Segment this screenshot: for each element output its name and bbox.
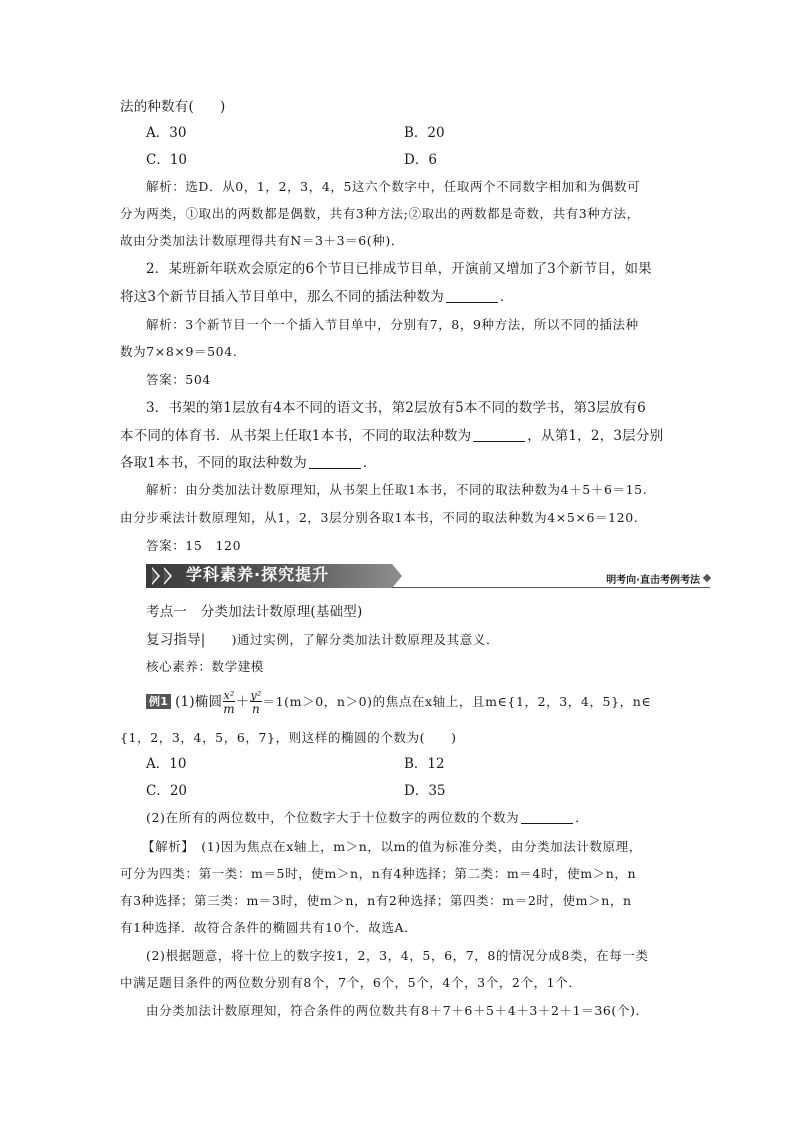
review-guide-text: )通过实例，了解分类加法计数原理及其意义． — [231, 632, 500, 647]
fraction-y2-n — [250, 690, 261, 715]
example-option-d: D．35 — [404, 783, 446, 799]
q2-analysis-line: 解析：3个新节目一个一个插入节目单中，分别有7，8，9种方法，所以不同的插法种 — [146, 317, 639, 332]
example-1-text: (1)椭圆 — [175, 694, 223, 710]
chevron-inner-icon — [152, 569, 158, 583]
example-1-close: ) — [451, 730, 457, 745]
q2-stem-line: 2．某班新年联欢会原定的6个节目已排成节目单，开演前又增加了3个新节目，如果 — [146, 261, 652, 277]
solution-line: 可分为四类：第一类：m＝5时，使m＞n，n有4种选择；第二类：m＝4时，使m＞n，n — [120, 866, 637, 881]
q3-answer: 答案：15 120 — [146, 538, 242, 553]
q3-answer-blank-2 — [309, 454, 361, 469]
q2-answer: 答案：504 — [146, 372, 211, 387]
q3-stem-end: ． — [362, 455, 377, 471]
solution-line: (2)根据题意，将十位上的数字按1，2，3，4，5，6，7，8的情况分成8类，在每一类 — [146, 948, 649, 963]
banner-title: 学科素养·探究提升 — [186, 565, 330, 584]
q3-stem-line2 — [120, 427, 663, 445]
solution-line: 中满足题目条件的两位数分别有8个，7个，6个，5个，4个，3个，2个，1个． — [120, 975, 582, 990]
q1-analysis-line: 故由分类加法计数原理得共有N＝3＋3＝6(种)． — [120, 233, 404, 248]
example-1-text: {1，2，3，4，5，6，7}，则这样的椭圆的个数为( — [120, 730, 426, 745]
banner-arrow-tail — [392, 564, 402, 588]
q3-stem-text: ，从第1，2，3层分别 — [527, 428, 664, 444]
fraction-numerator: y² — [250, 689, 262, 702]
q3-stem-line: 3．书架的第1层放有4本不同的语文书，第2层放有5本不同的数学书，第3层放有6 — [146, 400, 646, 416]
solution-line: 【解析】 (1)因为焦点在x轴上，m＞n，以m的值为标准分类，由分类加法计数原理， — [142, 839, 642, 854]
example-answer-blank — [521, 809, 573, 824]
example-1-line2 — [120, 729, 457, 747]
fraction-denominator: n — [252, 702, 260, 716]
fraction-x2-m — [223, 690, 235, 715]
q2-stem-end: ． — [499, 289, 514, 305]
q1-option-a: A．30 — [146, 125, 187, 141]
q3-analysis-line: 解析：由分类加法计数原理知，从书架上任取1本书，不同的取法种数为4＋5＋6＝15. — [146, 482, 648, 497]
q2-stem-line2 — [120, 288, 514, 306]
banner-rule — [392, 587, 710, 588]
solution-line: 有1种选择．故符合条件的椭圆共有10个．故选A． — [120, 920, 418, 935]
q1-stem-close: ) — [219, 99, 226, 115]
example-option-a: A．10 — [146, 756, 187, 772]
example-option-b: B．12 — [404, 756, 445, 772]
q2-answer-blank — [446, 288, 498, 303]
example-2-text: (2)在所有的两位数中，个位数字大于十位数字的两位数的个数为 — [146, 810, 520, 825]
q3-stem-text: 各取1本书，不同的取法种数为 — [120, 455, 307, 471]
q1-option-b: B．20 — [404, 125, 445, 141]
q2-stem-text: 将这3个新节目插入节目单中，那么不同的插法种数为 — [120, 289, 444, 305]
q3-stem-line3 — [120, 454, 377, 472]
q1-stem-text: 法的种数有( — [120, 99, 194, 115]
review-guide-label: 复习指导| — [146, 632, 206, 648]
example-1-line1: 例1 (1)椭圆 $\frac{\text{x²}}{m}$ ＋ $\frac{\text{y²}}{n}$ ＝1(m＞0，n＞0)的焦点在x轴上，且m∈{1，2，3，4，5}，n∈ — [146, 690, 651, 715]
diamond-icon — [703, 574, 711, 582]
fraction-numerator: x² — [223, 689, 235, 702]
example-2-end: ． — [575, 810, 589, 825]
q2-analysis-line: 数为7×8×9＝504. — [120, 344, 238, 359]
chevron-inner-icon — [164, 569, 170, 583]
q1-option-d: D．6 — [404, 152, 437, 168]
q3-answer-blank-1 — [473, 427, 525, 442]
q1-stem — [120, 98, 225, 116]
review-guide — [146, 631, 499, 649]
example-1-text: ＝1(m＞0，n＞0)的焦点在x轴上，且m∈{1，2，3，4，5}，n∈ — [262, 694, 652, 709]
solution-line: 有3种选择；第三类：m＝3时，使m＞n，n有2种选择；第四类：m＝2时，使m＞n，n — [120, 893, 632, 908]
banner-subtitle: 明考向·直击考例考法 — [606, 575, 700, 586]
q1-analysis-line: 分为两类，①取出的两数都是偶数，共有3种方法;②取出的两数都是奇数，共有3种方法， — [120, 206, 640, 221]
core-literacy: 核心素养：数学建模 — [146, 659, 264, 674]
section-banner — [146, 563, 710, 589]
section-title: 考点一 分类加法计数原理(基础型) — [146, 604, 363, 620]
q3-stem-text: 本不同的体育书．从书架上任取1本书，不同的取法种数为 — [120, 428, 472, 444]
solution-line: 由分类加法计数原理知，符合条件的两位数共有8＋7＋6＋5＋4＋3＋2＋1＝36(个)． — [146, 1003, 649, 1018]
q1-analysis-line: 解析：选D．从0，1，2，3，4，5这六个数字中，任取两个不同数字相加和为偶数可 — [146, 179, 641, 194]
q1-option-c: C．10 — [146, 152, 188, 168]
fraction-denominator: m — [223, 702, 235, 716]
example-option-c: C．20 — [146, 783, 188, 799]
example-badge: 例1 — [146, 694, 171, 709]
q3-analysis-line: 由分步乘法计数原理知，从1，2，3层分别各取1本书，不同的取法种数为4×5×6＝120. — [120, 510, 639, 525]
example-part-2 — [146, 809, 588, 827]
